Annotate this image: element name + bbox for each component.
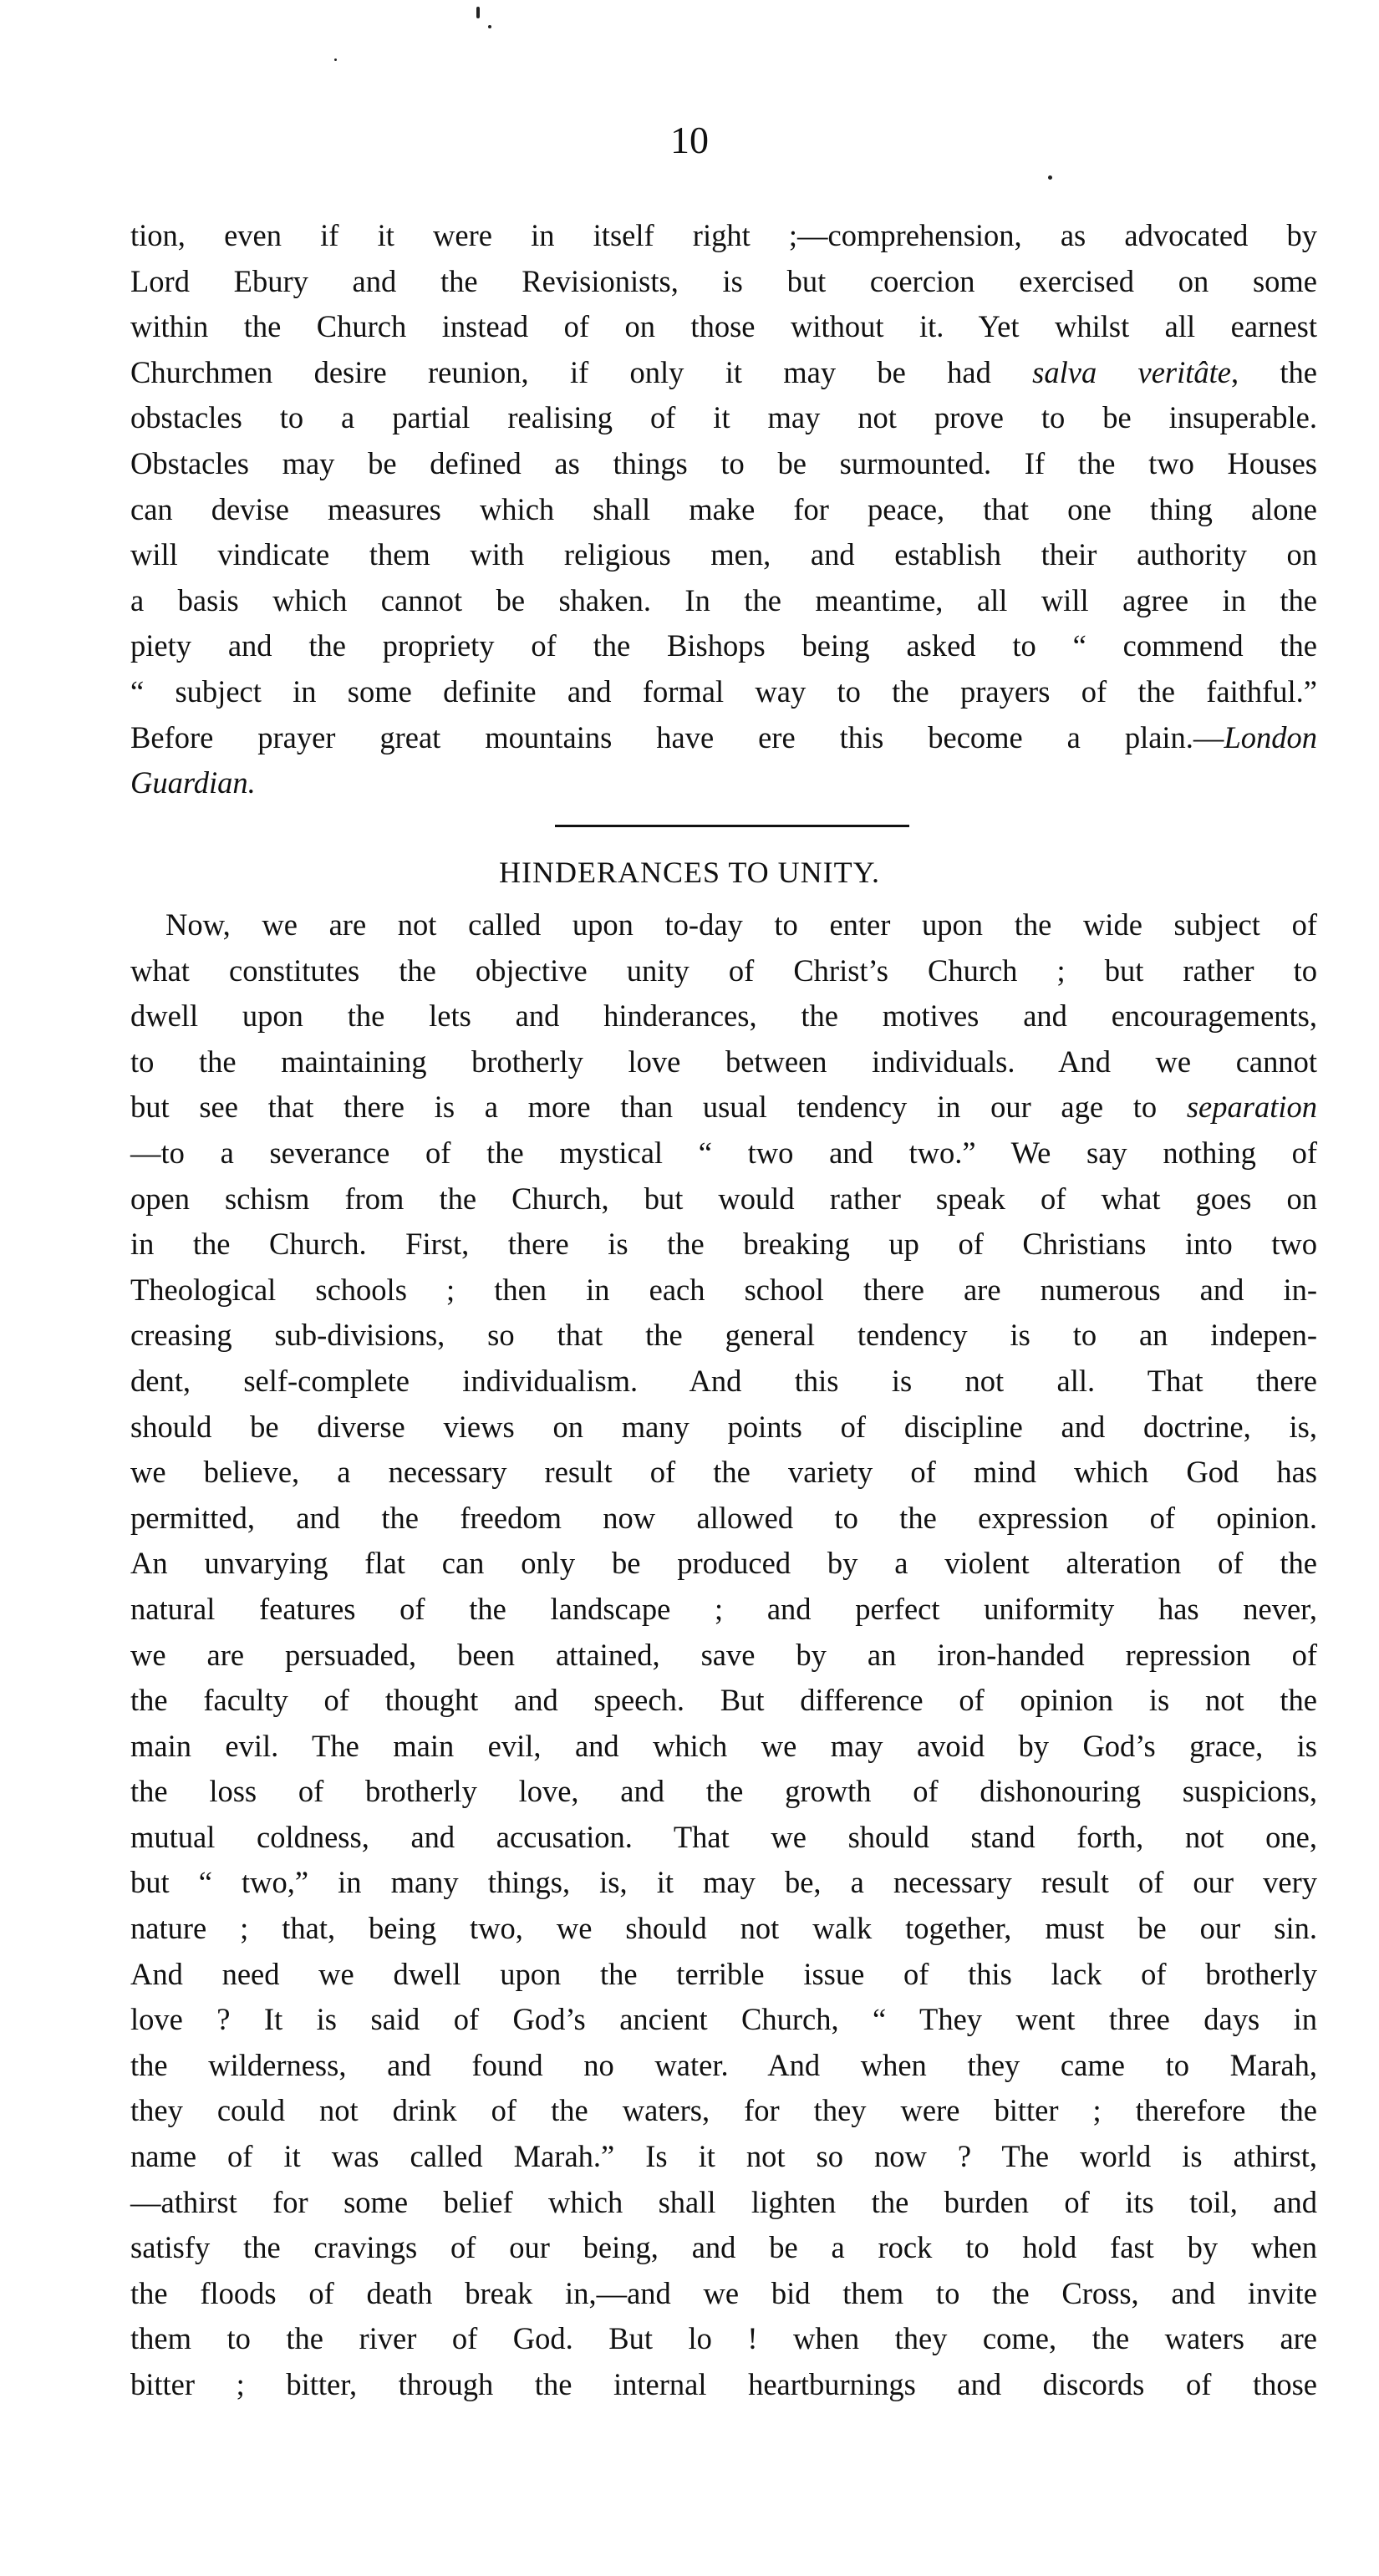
italic-phrase: salva veritâte [1032, 354, 1231, 389]
text-line: Now, we are not called upon to-day to enter upon the wide subject of [165, 907, 1317, 942]
text-line: tion, even if it were in itself right ;—comprehension, as advocated by [130, 218, 1317, 252]
text-line: bitter ; bitter, through the internal heartburnings and discords of those [130, 2367, 1317, 2401]
text-line: love ? It is said of God’s ancient Church, “ They went three days in [130, 2002, 1317, 2037]
text-line: within the Church instead of on those without it. Yet whilst all earnest [130, 309, 1317, 344]
article-body [130, 902, 1317, 2408]
text-line: Lord Ebury and the Revisionists, is but coercion exercised on some [130, 263, 1317, 298]
text-line: the wilderness, and found no water. And when they came to Marah, [130, 2047, 1317, 2082]
text-line: should be diverse views on many points of discipline and doctrine, is, [130, 1409, 1317, 1444]
text-line: dwell upon the lets and hinderances, the motives and encouragements, [130, 998, 1317, 1034]
text-line: in the Church. First, there is the breaking up of Christians into two [130, 1227, 1317, 1262]
text-line: obstacles to a partial realising of it may not prove to be insuperable. [130, 400, 1317, 435]
text-line [130, 760, 1317, 806]
text-line: —athirst for some belief which shall lighten the burden of its toil, and [130, 2184, 1317, 2219]
italic-word: separation [1186, 1090, 1317, 1125]
text-line: mutual coldness, and accusation. That we should stand forth, not one, [130, 1819, 1317, 1854]
text-line: Obstacles may be defined as things to be surmounted. If the two Houses [130, 445, 1317, 480]
text-line: “ subject in some definite and formal way to the prayers of the faithful.” [130, 673, 1317, 709]
text-line: nature ; that, being two, we should not walk together, must be our sin. [130, 1911, 1317, 1946]
section-divider [555, 825, 909, 827]
page-number: 10 [670, 119, 709, 161]
text-line: will vindicate them with religious men, and establish their authority on [130, 537, 1317, 572]
text-line: but see that there is a more than usual tendency in our age to separation [130, 1090, 1317, 1125]
text-line: the faculty of thought and speech. But difference of opinion is not the [130, 1683, 1317, 1718]
text-line: the floods of death break in,—and we bid them to the Cross, and invite [130, 2275, 1317, 2310]
text-line: Theological schools ; then in each school there are numerous and in- [130, 1272, 1317, 1307]
text-line: Before prayer great mountains have ere this become a plain.—London [130, 719, 1317, 755]
text-line: satisfy the cravings of our being, and be a rock to hold fast by when [130, 2230, 1317, 2265]
text-line: And need we dwell upon the terrible issue of this lack of brotherly [130, 1956, 1317, 1991]
text-line: open schism from the Church, but would rather speak of what goes on [130, 1181, 1317, 1216]
text-line: Churchmen desire reunion, if only it may be had salva veritâte, the [130, 354, 1318, 389]
text-line: they could not drink of the waters, for they were bitter ; therefore the [130, 2093, 1317, 2128]
source-attribution: Guardian. [130, 765, 256, 800]
text-line: creasing sub-divisions, so that the general tendency is to an indepen- [130, 1318, 1317, 1353]
text-line: a basis which cannot be shaken. In the meantime, all will agree in the [130, 582, 1317, 617]
text-line: —to a severance of the mystical “ two and two.” We say nothing of [130, 1135, 1317, 1170]
text-line: we are persuaded, been attained, save by an iron-handed repression of [130, 1637, 1317, 1672]
section-heading: HINDERANCES TO UNITY. [498, 856, 881, 889]
text-line: piety and the propriety of the Bishops being asked to “ commend the [130, 628, 1317, 663]
text-line: to the maintaining brotherly love between individuals. And we cannot [130, 1044, 1317, 1079]
text-line: but “ two,” in many things, is, it may be, a necessary result of our very [130, 1865, 1317, 1900]
text-line: dent, self-complete individualism. And this is not all. That there [130, 1363, 1317, 1398]
ink-speck [334, 58, 337, 61]
source-attribution: London [1224, 719, 1317, 755]
text-line: can devise measures which shall make for peace, that one thing alone [130, 491, 1317, 526]
ink-speck [488, 25, 491, 28]
ink-speck [1048, 175, 1052, 180]
text-line: main evil. The main evil, and which we may avoid by God’s grace, is [130, 1728, 1317, 1763]
text-line: we believe, a necessary result of the variety of mind which God has [130, 1455, 1317, 1490]
text-line: what constitutes the objective unity of Christ’s Church ; but rather to [130, 953, 1317, 988]
ink-speck [476, 7, 480, 18]
text-line: An unvarying flat can only be produced by a violent alteration of the [130, 1546, 1317, 1581]
text-line: the loss of brotherly love, and the growth of dishonouring suspicions, [130, 1774, 1317, 1809]
text-line: natural features of the landscape ; and perfect uniformity has never, [130, 1591, 1317, 1626]
text-line: them to the river of God. But lo ! when they come, the waters are [130, 2321, 1317, 2356]
text-line: name of it was called Marah.” Is it not so now ? The world is athirst, [130, 2139, 1317, 2174]
text-line: permitted, and the freedom now allowed to the expression of opinion. [130, 1500, 1317, 1535]
article-continuation [130, 213, 1317, 806]
